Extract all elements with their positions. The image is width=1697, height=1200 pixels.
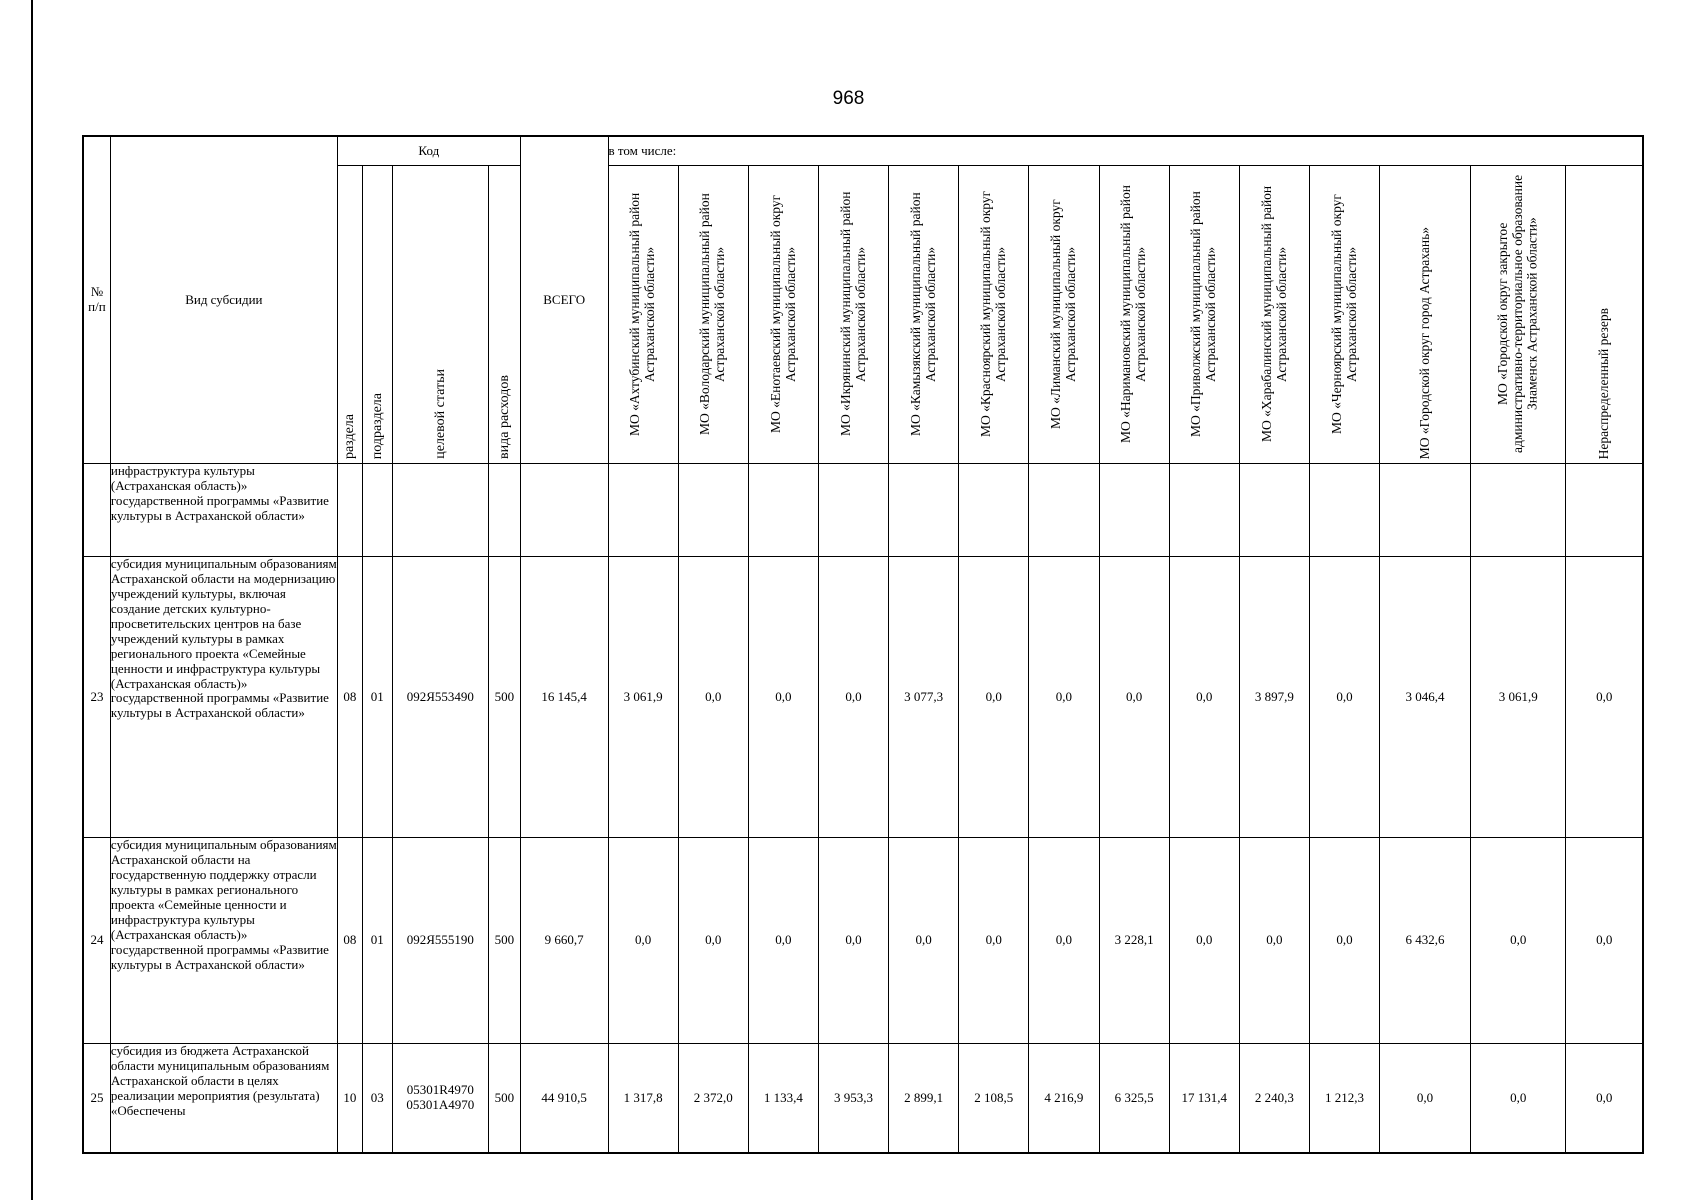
header-including: в том числе: — [608, 136, 1643, 166]
cell-value: 0,0 — [678, 838, 748, 1044]
cell-no: 25 — [83, 1044, 110, 1154]
header-code-target: целевой статьи — [392, 166, 488, 464]
header-mo-narimanovsky: МО «Наримановский муниципальный район Астраханской области» — [1099, 166, 1169, 464]
cell-value — [1239, 464, 1309, 557]
header-mo-ikryaninsky: МО «Икрянинский муниципальный район Астраханской области» — [818, 166, 888, 464]
cell-value: 0,0 — [1029, 557, 1099, 838]
cell-section — [337, 464, 362, 557]
header-mo-chernoyarsky: МО «Черноярский муниципальный округ Астраханской области» — [1309, 166, 1379, 464]
cell-value: 3 897,9 — [1239, 557, 1309, 838]
header-mo-kharabalinsky: МО «Харабалинский муниципальный район Астраханской области» — [1239, 166, 1309, 464]
cell-value — [678, 464, 748, 557]
cell-total: 16 145,4 — [520, 557, 608, 838]
cell-value: 4 216,9 — [1029, 1044, 1099, 1154]
cell-desc: субсидия муниципальным образованиям Астраханской области на государственную поддержку отрасли культуры в рамках регионального проекта «Семейные ценности и инфраструктура культуры (Астраханская область)» государственной программы «Развитие культуры в Астраханской области» — [110, 838, 337, 1044]
cell-value: 2 240,3 — [1239, 1044, 1309, 1154]
cell-desc: субсидия муниципальным образованиям Астраханской области на модернизацию учреждений культуры, включая создание детских культурно-просветительских центров на базе учреждений культуры в рамках регионального проекта «Семейные ценности и инфраструктура культуры (Астраханская область)» государственной программы «Развитие культуры в Астраханской области» — [110, 557, 337, 838]
cell-total: 9 660,7 — [520, 838, 608, 1044]
cell-value — [959, 464, 1029, 557]
cell-value: 0,0 — [959, 838, 1029, 1044]
header-mo-volodarsky: МО «Володарский муниципальный район Астраханской области» — [678, 166, 748, 464]
cell-value — [608, 464, 678, 557]
cell-value: 0,0 — [1309, 838, 1379, 1044]
cell-value: 0,0 — [748, 557, 818, 838]
header-code-expense: вида расходов — [489, 166, 521, 464]
cell-target-line-1: 05301R4970 — [406, 1082, 474, 1098]
cell-total — [520, 464, 608, 557]
cell-value: 0,0 — [889, 838, 959, 1044]
cell-value: 0,0 — [1566, 838, 1643, 1044]
cell-no: 24 — [83, 838, 110, 1044]
cell-value: 2 899,1 — [889, 1044, 959, 1154]
cell-value: 1 317,8 — [608, 1044, 678, 1154]
header-mo-kamyzyaksky: МО «Камызякский муниципальный район Астраханской области» — [889, 166, 959, 464]
cell-value — [748, 464, 818, 557]
cell-value: 0,0 — [1309, 557, 1379, 838]
cell-expense: 500 — [489, 1044, 521, 1154]
cell-total: 44 910,5 — [520, 1044, 608, 1154]
table-row — [83, 1044, 1643, 1154]
header-code-subsection: подраздела — [362, 166, 392, 464]
cell-value: 0,0 — [1566, 557, 1643, 838]
table-row — [83, 464, 1643, 557]
cell-subsection — [362, 464, 392, 557]
cell-target: 092Я555190 — [392, 838, 488, 1044]
table-row — [83, 557, 1643, 838]
cell-value: 0,0 — [1566, 1044, 1643, 1154]
cell-value: 0,0 — [748, 838, 818, 1044]
header-code-section: раздела — [337, 166, 362, 464]
cell-target — [392, 464, 488, 557]
header-mo-limansky: МО «Лиманский муниципальный округ Астраханской области» — [1029, 166, 1099, 464]
cell-value: 0,0 — [959, 557, 1029, 838]
cell-subsection: 01 — [362, 557, 392, 838]
cell-value — [1380, 464, 1471, 557]
header-code: Код — [337, 136, 520, 166]
cell-value — [1471, 464, 1566, 557]
header-subsidy: Вид субсидии — [110, 136, 337, 464]
cell-section: 08 — [337, 838, 362, 1044]
cell-value: 0,0 — [1099, 557, 1169, 838]
cell-value: 0,0 — [1029, 838, 1099, 1044]
header-mo-astrakhan-city: МО «Городской округ город Астрахань» — [1380, 166, 1471, 464]
header-unallocated-reserve: Нераспределенный резерв — [1566, 166, 1643, 464]
table-row — [83, 838, 1643, 1044]
cell-value: 3 061,9 — [1471, 557, 1566, 838]
page-number: 968 — [832, 88, 865, 109]
cell-value: 0,0 — [1471, 1044, 1566, 1154]
cell-value — [889, 464, 959, 557]
cell-value: 2 108,5 — [959, 1044, 1029, 1154]
cell-value — [1309, 464, 1379, 557]
cell-value: 2 372,0 — [678, 1044, 748, 1154]
cell-value — [1029, 464, 1099, 557]
cell-value: 3 061,9 — [608, 557, 678, 838]
cell-value: 17 131,4 — [1169, 1044, 1239, 1154]
cell-target: 092Я553490 — [392, 557, 488, 838]
cell-no: 23 — [83, 557, 110, 838]
header-row-1 — [83, 136, 1643, 166]
cell-value — [1169, 464, 1239, 557]
cell-value: 0,0 — [1239, 838, 1309, 1044]
header-no: № п/п — [83, 136, 110, 464]
cell-value: 0,0 — [818, 838, 888, 1044]
cell-expense — [489, 464, 521, 557]
header-total: ВСЕГО — [520, 136, 608, 464]
cell-value: 0,0 — [1169, 838, 1239, 1044]
cell-value: 0,0 — [608, 838, 678, 1044]
cell-value — [1566, 464, 1643, 557]
cell-desc: субсидия из бюджета Астраханской области муниципальным образованиям Астраханской области в целях реализации мероприятия (результата) «Обеспечены — [110, 1044, 337, 1154]
cell-value: 3 953,3 — [818, 1044, 888, 1154]
cell-value: 0,0 — [818, 557, 888, 838]
cell-target-line-2: 05301A4970 — [406, 1097, 475, 1112]
cell-value — [818, 464, 888, 557]
cell-value: 0,0 — [1169, 557, 1239, 838]
cell-subsection: 01 — [362, 838, 392, 1044]
cell-expense: 500 — [489, 557, 521, 838]
cell-desc: инфраструктура культуры (Астраханская область)» государственной программы «Развитие культуры в Астраханской области» — [110, 464, 337, 557]
subsidy-table — [82, 135, 1644, 1154]
cell-value: 3 228,1 — [1099, 838, 1169, 1044]
header-mo-enotaevsky: МО «Енотаевский муниципальный округ Астраханской области» — [748, 166, 818, 464]
cell-no — [83, 464, 110, 557]
header-mo-znamensk: МО «Городской округ закрытое административно-территориальное образование Знаменск Астраханской области» — [1471, 166, 1566, 464]
cell-subsection: 03 — [362, 1044, 392, 1154]
cell-target — [392, 1044, 488, 1154]
cell-value: 0,0 — [1380, 1044, 1471, 1154]
cell-value: 0,0 — [1471, 838, 1566, 1044]
cell-value: 0,0 — [678, 557, 748, 838]
cell-value: 1 212,3 — [1309, 1044, 1379, 1154]
header-mo-privolzhsky: МО «Приволжский муниципальный район Астраханской области» — [1169, 166, 1239, 464]
cell-value — [1099, 464, 1169, 557]
cell-value: 3 077,3 — [889, 557, 959, 838]
left-margin-rule — [31, 0, 33, 1200]
header-mo-akhtubinsky: МО «Ахтубинский муниципальный район Астраханской области» — [608, 166, 678, 464]
cell-value: 6 432,6 — [1380, 838, 1471, 1044]
cell-value: 3 046,4 — [1380, 557, 1471, 838]
cell-value: 6 325,5 — [1099, 1044, 1169, 1154]
header-mo-krasnoyarsky: МО «Красноярский муниципальный округ Астраханской области» — [959, 166, 1029, 464]
cell-section: 08 — [337, 557, 362, 838]
cell-value: 1 133,4 — [748, 1044, 818, 1154]
cell-section: 10 — [337, 1044, 362, 1154]
cell-expense: 500 — [489, 838, 521, 1044]
